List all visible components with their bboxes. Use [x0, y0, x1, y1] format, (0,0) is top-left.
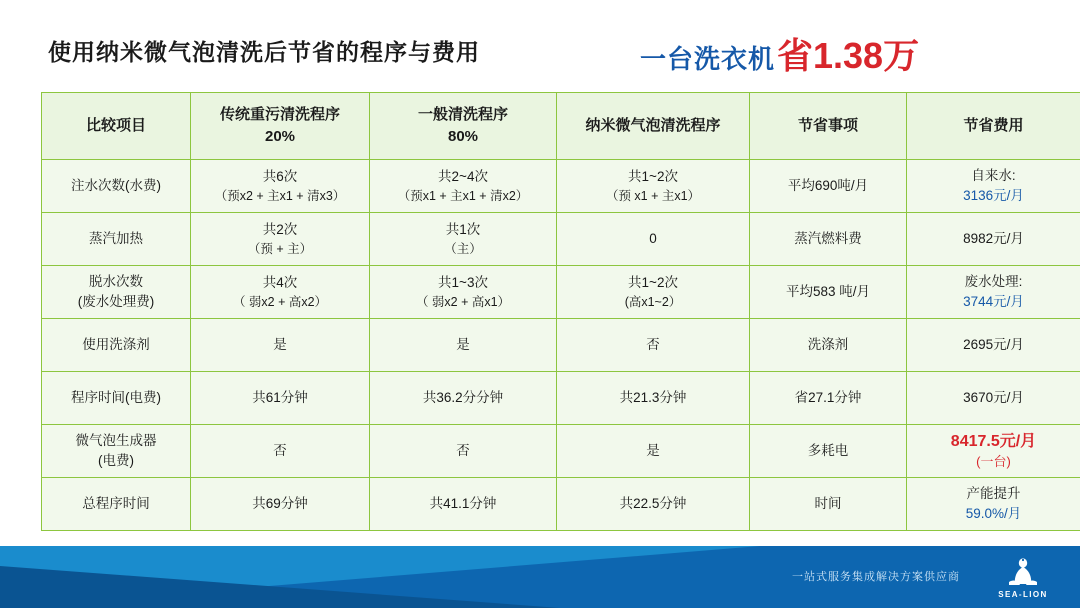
row-cell-saving-cost [907, 160, 1080, 213]
row-label-line1: 使用洗涤剂 [82, 337, 150, 353]
cell-line1: 共22.5分钟 [619, 496, 687, 512]
column-header-saving-cost [907, 93, 1080, 160]
cell-line1: 8417.5元/月 [950, 432, 1037, 450]
sea-lion-icon [1006, 557, 1040, 589]
row-label-line1: 蒸汽加热 [89, 231, 143, 247]
table-row [42, 266, 1080, 319]
cell-line1: 是 [456, 337, 470, 353]
row-cell-traditional [191, 213, 370, 266]
row-cell-saving-item [750, 478, 907, 531]
row-cell-saving-item [750, 425, 907, 478]
cell-line1: 共36.2分分钟 [422, 390, 504, 406]
column-header-general-line2: 80% [447, 128, 479, 145]
row-label [42, 319, 191, 372]
cell-line1: 省27.1分钟 [794, 390, 862, 406]
table-row [42, 319, 1080, 372]
cell-line1: 是 [273, 337, 287, 353]
row-cell-saving-cost [907, 266, 1080, 319]
cell-line2: （预 + 主） [247, 241, 313, 256]
row-label [42, 425, 191, 478]
row-label-line2: (电费) [98, 453, 134, 468]
row-label [42, 160, 191, 213]
row-cell-traditional [191, 372, 370, 425]
cell-line1: 时间 [814, 496, 842, 512]
row-cell-traditional [191, 266, 370, 319]
cell-line1: 共21.3分钟 [619, 390, 687, 406]
headline-highlight [640, 28, 919, 79]
row-cell-saving-item [750, 319, 907, 372]
row-label-line1: 脱水次数 [89, 274, 143, 290]
row-cell-nano [557, 266, 750, 319]
row-cell-nano [557, 478, 750, 531]
logo-text: SEA-LION [998, 590, 1048, 599]
column-header-saving-item-line1: 节省事项 [797, 117, 858, 135]
footer-decoration-shape-secondary [0, 566, 560, 608]
row-cell-saving-cost [907, 425, 1080, 478]
cell-line1: 共1~3次 [438, 275, 488, 291]
row-cell-traditional [191, 319, 370, 372]
cell-line1: 共1~2次 [628, 275, 678, 291]
row-label [42, 266, 191, 319]
slide-header [0, 22, 1080, 84]
cell-line1: 自来水: [971, 168, 1016, 184]
row-label [42, 372, 191, 425]
cell-line1: 8982元/月 [963, 231, 1024, 247]
headline-blue-text: 一台洗衣机 [640, 44, 776, 74]
cell-line1: 多耗电 [807, 443, 849, 459]
table-row [42, 425, 1080, 478]
row-cell-general [370, 160, 557, 213]
row-label-line1: 微气泡生成器 [75, 433, 157, 449]
cell-line1: 共41.1分钟 [429, 496, 497, 512]
table-row [42, 160, 1080, 213]
column-header-saving-cost-line1: 节省费用 [963, 117, 1024, 135]
cell-line1: 废水处理: [964, 274, 1023, 290]
cell-line2: 59.0%/月 [965, 506, 1022, 521]
cell-line1: 共6次 [262, 169, 298, 185]
row-label-line1: 程序时间(电费) [71, 390, 161, 406]
cell-line1: 洗涤剂 [807, 337, 849, 353]
cell-line2: (高x1~2） [624, 294, 682, 309]
column-header-saving-item [750, 93, 907, 160]
row-cell-nano [557, 319, 750, 372]
row-cell-traditional [191, 425, 370, 478]
cell-line1: 2695元/月 [963, 337, 1024, 353]
slide-footer [0, 546, 1080, 608]
row-cell-nano [557, 425, 750, 478]
cell-line1: 共1次 [445, 222, 481, 238]
column-header-general [370, 93, 557, 160]
cell-line1: 共61分钟 [252, 390, 308, 406]
row-label [42, 478, 191, 531]
row-cell-general [370, 425, 557, 478]
cell-line1: 是 [646, 443, 660, 459]
column-header-traditional-line1: 传统重污清洗程序 [219, 106, 340, 124]
row-cell-traditional [191, 478, 370, 531]
comparison-table [41, 92, 1080, 531]
cell-line2: (一台) [976, 454, 1011, 470]
row-cell-general [370, 319, 557, 372]
cell-line1: 否 [646, 337, 660, 353]
cell-line1: 共69分钟 [252, 496, 308, 512]
cell-line2: （预x1 + 主x1 + 清x2） [397, 188, 529, 203]
row-cell-saving-cost [907, 213, 1080, 266]
column-header-item [42, 93, 191, 160]
cell-line1: 否 [273, 443, 287, 459]
row-cell-saving-item [750, 213, 907, 266]
row-cell-general [370, 266, 557, 319]
footer-slogan: 一站式服务集成解决方案供应商 [792, 571, 960, 583]
headline-red-text: 省1.38万 [777, 35, 920, 76]
comparison-table-container [41, 92, 1038, 531]
row-cell-general [370, 213, 557, 266]
table-row [42, 372, 1080, 425]
row-cell-saving-item [750, 266, 907, 319]
table-body [42, 160, 1080, 531]
row-cell-saving-cost [907, 372, 1080, 425]
cell-line1: 共2~4次 [438, 169, 488, 185]
table-row [42, 478, 1080, 531]
row-cell-nano [557, 160, 750, 213]
table-header [42, 93, 1080, 160]
cell-line1: 0 [649, 231, 657, 247]
cell-line1: 蒸汽燃料费 [794, 231, 862, 247]
cell-line2: （主） [444, 241, 482, 256]
row-cell-nano [557, 372, 750, 425]
table-row [42, 213, 1080, 266]
column-header-nano-line1: 纳米微气泡清洗程序 [585, 117, 721, 135]
cell-line1: 3670元/月 [963, 390, 1024, 406]
cell-line1: 共4次 [262, 275, 298, 291]
cell-line2: （ 弱x2 + 高x2） [232, 294, 328, 309]
cell-line1: 产能提升 [966, 486, 1021, 502]
row-cell-general [370, 478, 557, 531]
column-header-traditional-line2: 20% [264, 128, 296, 145]
cell-line1: 平均690吨/月 [787, 178, 869, 194]
row-cell-general [370, 372, 557, 425]
row-cell-nano [557, 213, 750, 266]
row-cell-traditional [191, 160, 370, 213]
column-header-nano [557, 93, 750, 160]
row-cell-saving-item [750, 372, 907, 425]
table-header-row [42, 93, 1080, 160]
row-cell-saving-item [750, 160, 907, 213]
cell-line1: 共1~2次 [628, 169, 678, 185]
cell-line2: 3744元/月 [963, 294, 1024, 309]
cell-line2: （ 弱x2 + 高x1） [415, 294, 511, 309]
cell-line1: 否 [456, 443, 470, 459]
column-header-item-line1: 比较项目 [85, 117, 146, 135]
page-title: 使用纳米微气泡清洗后节省的程序与费用 [48, 39, 480, 65]
cell-line2: （预x2 + 主x1 + 清x3） [214, 188, 346, 203]
cell-line1: 共2次 [262, 222, 298, 238]
row-label-line2: (废水处理费) [77, 294, 155, 309]
row-cell-saving-cost [907, 478, 1080, 531]
cell-line1: 平均583 吨/月 [785, 284, 871, 300]
row-label-line1: 总程序时间 [82, 496, 150, 512]
cell-line2: 3136元/月 [963, 188, 1024, 203]
row-label [42, 213, 191, 266]
company-logo [988, 552, 1058, 604]
column-header-general-line1: 一般清洗程序 [417, 106, 508, 124]
column-header-traditional [191, 93, 370, 160]
row-label-line1: 注水次数(水费) [71, 178, 161, 194]
cell-line2: （预 x1 + 主x1） [605, 188, 701, 203]
row-cell-saving-cost [907, 319, 1080, 372]
